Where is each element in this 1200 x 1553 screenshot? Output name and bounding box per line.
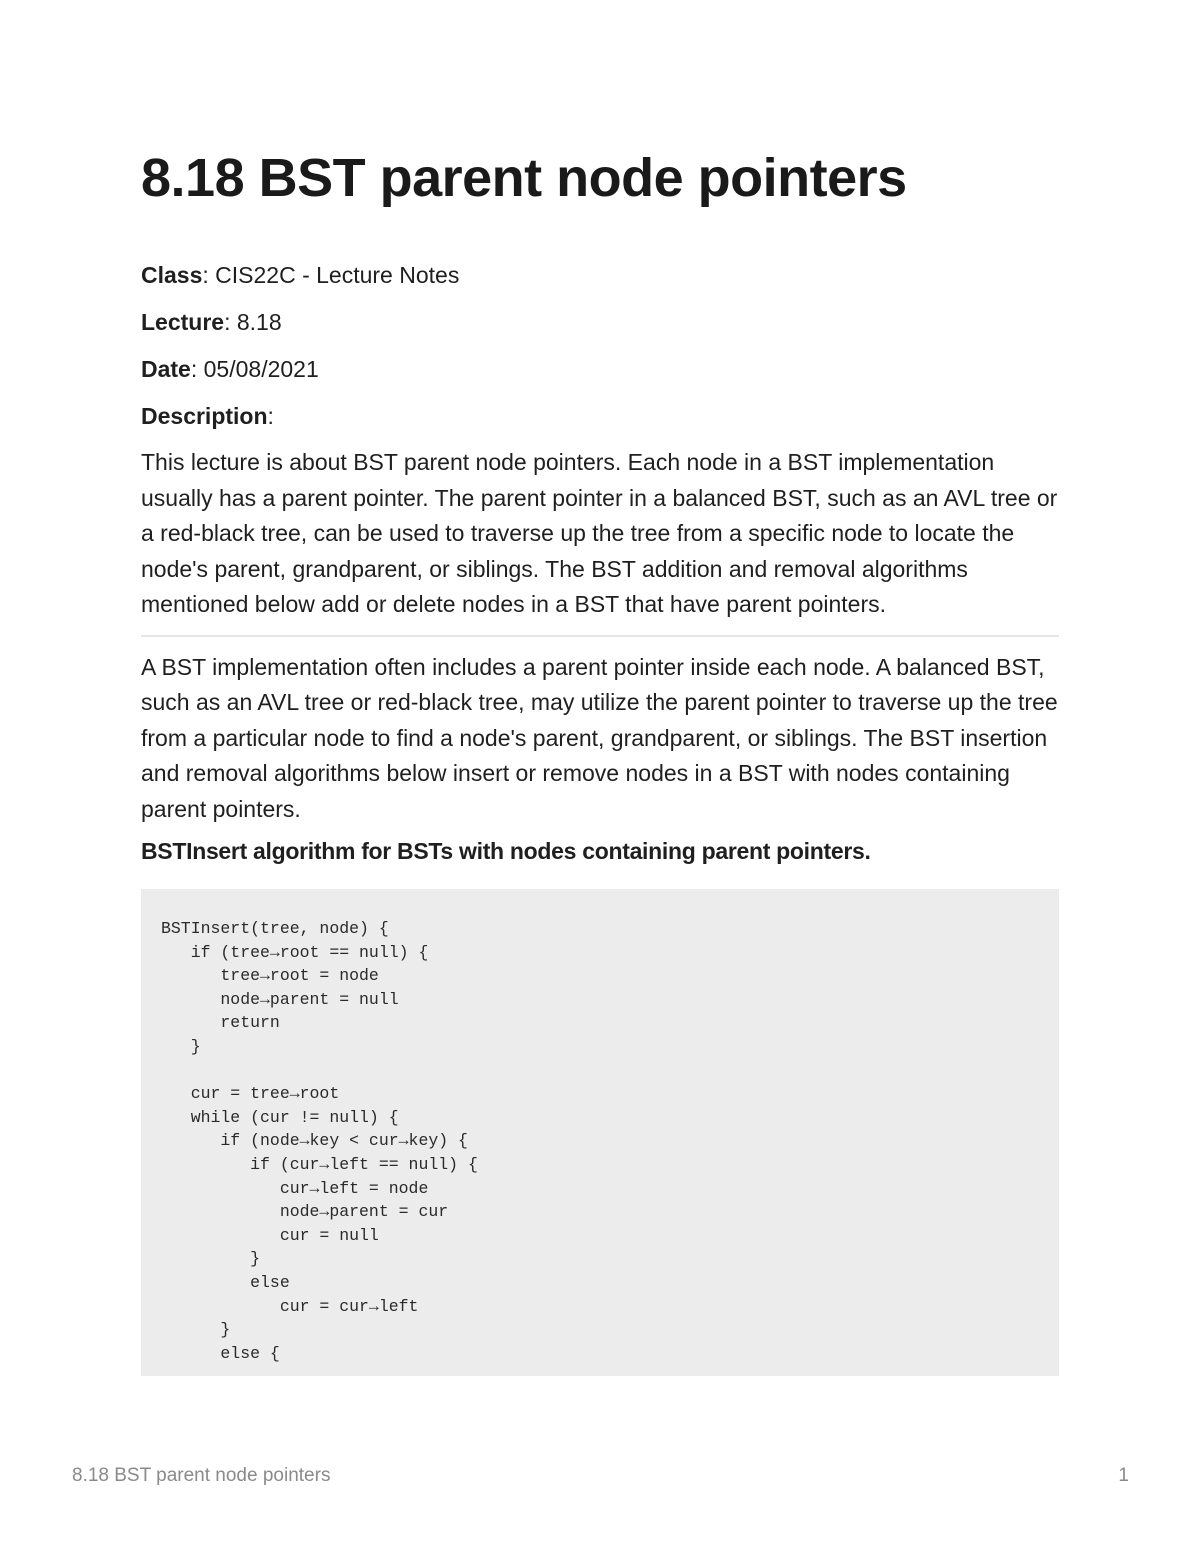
code-line: cur = tree→root [161,1084,340,1104]
code-line: return [161,1013,280,1033]
property-key: Description [141,403,268,429]
property-value: CIS22C - Lecture Notes [215,262,460,288]
property-date: Date: 05/08/2021 [141,356,319,382]
footer-page-number: 1 [1118,1465,1129,1486]
code-line: node→parent = cur [161,1202,449,1222]
body-paragraph: A BST implementation often includes a parent pointer inside each node. A balanced BST, such as an AVL tree or red-black tree, may utilize the parent pointer to traverse up the tree from a particular node to find a node's parent, grandparent, or siblings. The BST insertion and removal algorithms below insert or remove nodes in a BST with nodes containing parent pointers. [141,653,1058,822]
code-line: } [161,1249,261,1269]
page-title: 8.18 BST parent node pointers [141,148,907,208]
code-block [141,889,1059,1376]
code-line: cur = null [161,1225,379,1245]
code-line: tree→root = node [161,966,379,986]
property-list [141,260,1059,431]
code-line: } [161,1320,231,1340]
description-paragraph: This lecture is about BST parent node pointers. Each node in a BST implementation usually has a parent pointer. The parent pointer in a balanced BST, such as an AVL tree or a red-black tree, can be used to traverse up the tree from a specific node to locate the node's parent, grandparent, or siblings. The BST addition and removal algorithms mentioned below add or delete nodes in a BST that have parent pointers. [141,449,1058,617]
code-line: BSTInsert(tree, node) { [161,919,389,938]
code-line [161,1059,1059,1083]
code-line: node→parent = null [161,989,399,1009]
property-value: 8.18 [236,309,282,335]
code-line: if (tree→root == null) { [161,942,429,962]
code-line: if (cur→left == null) { [161,1154,478,1174]
algorithm-subheading: BSTInsert algorithm for BSTs with nodes containing parent pointers. [141,838,871,864]
property-class: Class: CIS22C - Lecture Notes [141,262,460,288]
footer-title: 8.18 BST parent node pointers [72,1465,331,1486]
property-key: Class [141,262,203,288]
code-line: cur = cur→left [161,1296,419,1316]
property-lecture: Lecture: 8.18 [141,309,282,335]
code-line: cur→left = node [161,1178,429,1198]
property-key: Date [141,356,191,382]
code-line: if (node→key < cur→key) { [161,1131,468,1151]
property-key: Lecture [141,309,225,335]
property-description: Description: [141,403,274,429]
code-line: else [161,1272,290,1292]
property-value: 05/08/2021 [203,356,319,382]
code-line: while (cur != null) { [161,1107,399,1127]
page-content [141,140,1059,1376]
code-line: } [161,1036,201,1056]
code-line: else { [161,1343,280,1363]
divider [141,635,1059,637]
